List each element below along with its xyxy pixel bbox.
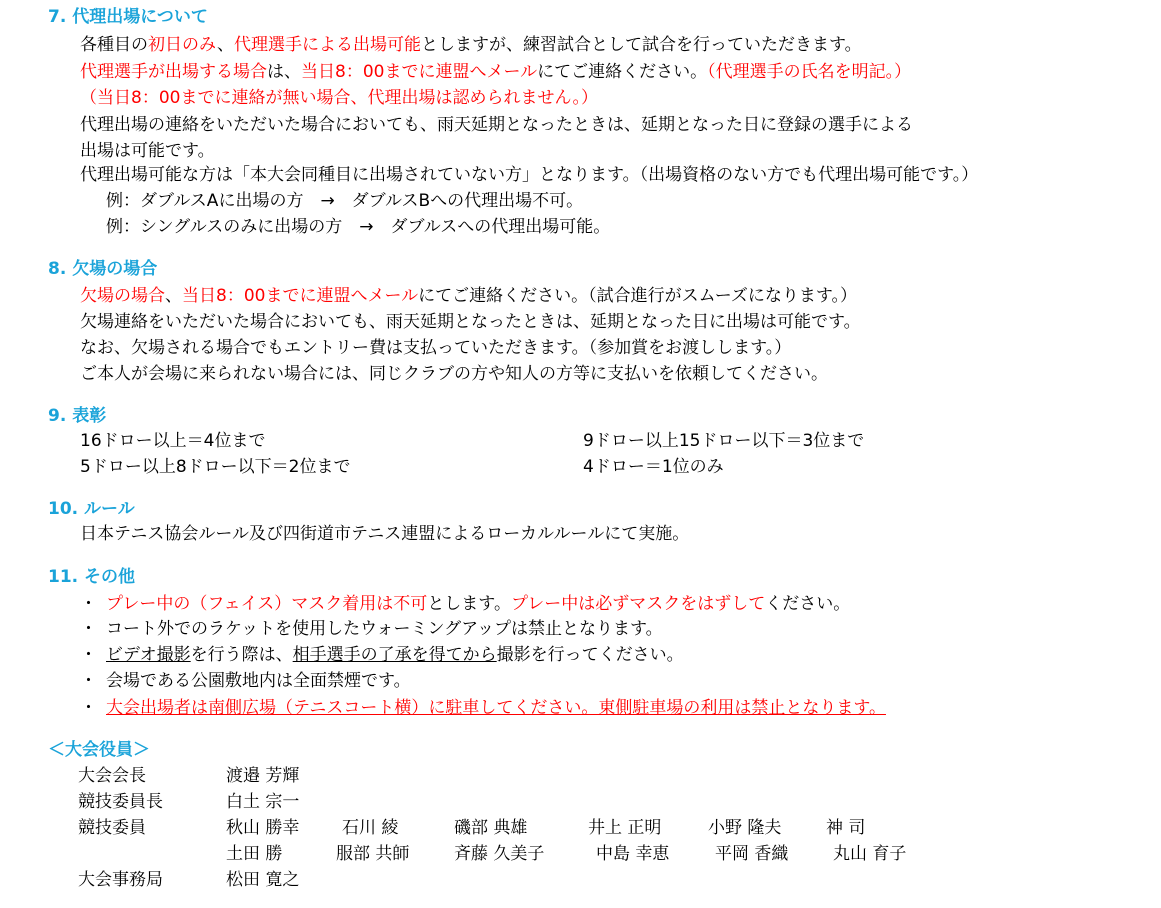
s7-l2-emph: 代理選手が出場する場合 bbox=[80, 62, 267, 82]
s8-line-2: 欠場連絡をいただいた場合においても、雨天延期となったときは、延期となった日に出場は可能です。 bbox=[80, 312, 861, 332]
staff-name: 神 司 bbox=[826, 818, 866, 838]
staff-name: 白土 宗一 bbox=[226, 792, 300, 812]
s7-line-1 bbox=[80, 33, 862, 58]
s7-line-2 bbox=[80, 60, 911, 85]
s8-line-4: ご本人が会場に来られない場合には、同じクラブの方や知人の方等に支払いを依頼してください。 bbox=[80, 364, 828, 384]
section-8-heading: 8. 欠場の場合 bbox=[48, 259, 158, 279]
staff-name: 丸山 育子 bbox=[833, 844, 907, 864]
s7-example-2: 例：シングルスのみに出場の方 → ダブルスへの代理出場可能。 bbox=[106, 217, 611, 237]
award-rule-4: 4ドロー＝1位のみ bbox=[583, 457, 724, 477]
s7-line-4: 代理出場の連絡をいただいた場合においても、雨天延期となったときは、延期となった日に登録の選手による bbox=[80, 115, 913, 135]
s7-l1-text: としますが、練習試合として試合を行っていただきます。 bbox=[421, 35, 862, 55]
s7-l2-text: にてご連絡ください。 bbox=[537, 62, 708, 82]
b3-text: を行う際は、 bbox=[190, 645, 293, 665]
staff-name: 斉藤 久美子 bbox=[454, 844, 545, 864]
list-item bbox=[80, 669, 411, 694]
b4-text: 会場である公園敷地内は全面禁煙です。 bbox=[106, 671, 411, 691]
staff-role: 大会事務局 bbox=[78, 870, 163, 890]
s7-l2-emph: （代理選手の氏名を明記。） bbox=[707, 62, 912, 82]
s7-line-3: （当日8：00までに連絡が無い場合、代理出場は認められません。） bbox=[80, 88, 598, 108]
s8-line-1 bbox=[80, 284, 857, 309]
b5-emph: 大会出場者は南側広場（テニスコート横）に駐車してください。東側駐車場の利用は禁止となります。 bbox=[106, 698, 886, 718]
staff-name: 中島 幸恵 bbox=[596, 844, 670, 864]
bullet: ・ bbox=[80, 645, 97, 665]
s7-l1-text: 、 bbox=[217, 35, 235, 55]
bullet: ・ bbox=[80, 671, 97, 691]
s7-l1-text: 各種目の bbox=[80, 35, 148, 55]
b3-underlined: ビデオ撮影 bbox=[106, 645, 191, 665]
s8-line-3: なお、欠場される場合でもエントリー費は支払っていただきます。（参加賞をお渡しします。） bbox=[80, 338, 792, 358]
staff-name: 松田 寛之 bbox=[226, 870, 300, 890]
b1-text: ください。 bbox=[765, 594, 851, 614]
bullet: ・ bbox=[80, 698, 97, 718]
bullet: ・ bbox=[80, 594, 97, 614]
award-rule-1: 16ドロー以上＝4位まで bbox=[80, 431, 266, 451]
staff-name: 小野 隆夫 bbox=[708, 818, 782, 838]
staff-role: 競技委員 bbox=[78, 818, 146, 838]
b1-emph: プレー中は必ずマスクをはずして bbox=[510, 594, 766, 614]
staff-name: 渡邉 芳輝 bbox=[226, 766, 300, 786]
b3-text: 撮影を行ってください。 bbox=[496, 645, 684, 665]
staff-name: 平岡 香織 bbox=[715, 844, 789, 864]
bullet: ・ bbox=[80, 619, 97, 639]
s8-l1-text: にてご連絡ください。（試合進行がスムーズになります。） bbox=[418, 286, 858, 306]
staff-name: 磯部 典雄 bbox=[454, 818, 528, 838]
list-item bbox=[80, 696, 886, 721]
staff-role: 競技委員長 bbox=[78, 792, 163, 812]
b1-text: とします。 bbox=[427, 594, 511, 614]
section-7-heading: 7. 代理出場について bbox=[48, 7, 208, 27]
staff-role: 大会会長 bbox=[78, 766, 146, 786]
list-item bbox=[80, 643, 684, 668]
s7-line-5: 出場は可能です。 bbox=[80, 141, 215, 161]
staff-heading: ＜大会役員＞ bbox=[48, 740, 150, 760]
staff-name: 服部 共師 bbox=[336, 844, 410, 864]
section-10-heading: 10. ルール bbox=[48, 499, 135, 519]
staff-name: 土田 勝 bbox=[226, 844, 283, 864]
s7-l2-emph: 当日8：00までに連盟へメール bbox=[301, 62, 538, 82]
b1-emph: プレー中の（フェイス）マスク着用は不可 bbox=[106, 594, 428, 614]
s8-l1-emph: 当日8：00までに連盟へメール bbox=[182, 286, 419, 306]
s7-line-6: 代理出場可能な方は「本大会同種目に出場されていない方」となります。（出場資格のない方でも代理出場可能です。） bbox=[80, 165, 979, 185]
award-rule-3: 9ドロー以上15ドロー以下＝3位まで bbox=[583, 431, 865, 451]
award-rule-2: 5ドロー以上8ドロー以下＝2位まで bbox=[80, 457, 351, 477]
s7-l1-emph: 代理選手による出場可能 bbox=[234, 35, 422, 55]
staff-name: 石川 綾 bbox=[342, 818, 399, 838]
s8-l1-emph: 欠場の場合 bbox=[80, 286, 165, 306]
staff-name: 井上 正明 bbox=[588, 818, 662, 838]
b2-text: コート外でのラケットを使用したウォーミングアップは禁止となります。 bbox=[106, 619, 663, 639]
s7-l1-emph: 初日のみ bbox=[148, 35, 218, 55]
b3-underlined: 相手選手の了承を得てから bbox=[292, 645, 497, 665]
s7-l2-text: は、 bbox=[267, 62, 301, 82]
section-11-heading: 11. その他 bbox=[48, 567, 136, 587]
list-item bbox=[80, 592, 850, 617]
staff-name: 秋山 勝幸 bbox=[226, 818, 300, 838]
s8-l1-text: 、 bbox=[165, 286, 182, 306]
section-9-heading: 9. 表彰 bbox=[48, 406, 107, 426]
s7-example-1: 例：ダブルスAに出場の方 → ダブルスBへの代理出場不可。 bbox=[106, 191, 584, 211]
list-item bbox=[80, 617, 663, 642]
s10-line-1: 日本テニス協会ルール及び四街道市テニス連盟によるローカルルールにて実施。 bbox=[80, 524, 690, 544]
